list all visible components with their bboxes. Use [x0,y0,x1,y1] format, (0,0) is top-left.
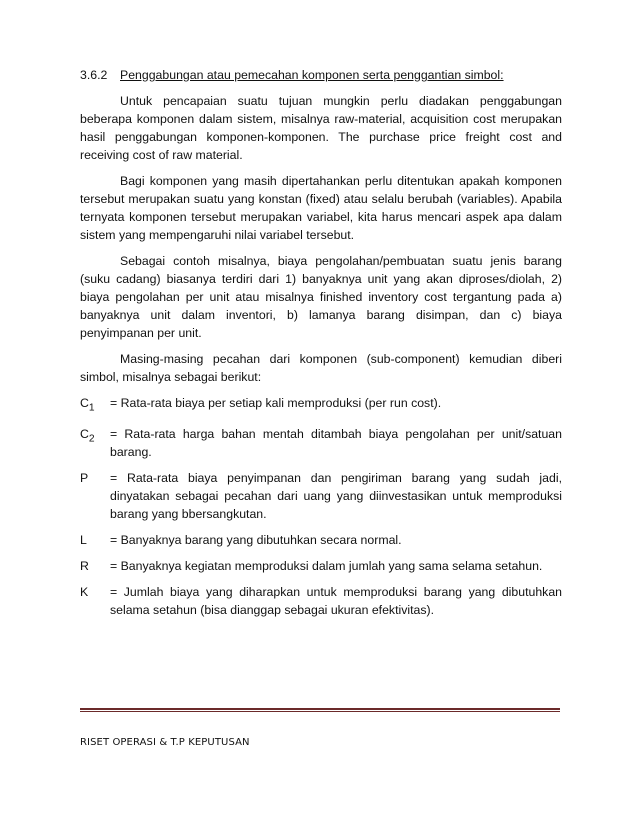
definition-row [80,583,562,619]
definition-text: = Banyaknya barang yang dibutuhkan secara normal. [110,533,402,548]
definition-row [80,394,562,417]
definition-text: = Rata-rata harga bahan mentah ditambah biaya pengolahan per unit/satuan barang. [110,427,562,460]
definition-symbol: $C_1$ [80,396,95,414]
definition-row [80,425,562,461]
paragraph: Bagi komponen yang masih dipertahankan perlu ditentukan apakah komponen tersebut merupakan suatu yang konstan (fixed) atau selalu berubah (variables). Apabila ternyata komponen tersebut merupakan variabel, kita harus mencari aspek apa dalam sistem yang mempengaruhi nilai variabel tersebut. [80,174,562,242]
definition-row [80,469,562,523]
paragraph: Masing-masing pecahan dari komponen (sub-component) kemudian diberi simbol, misalnya sebagai berikut: [80,352,562,384]
document-body [80,66,562,627]
footer-divider-thin [80,711,560,712]
definition-symbol: K [80,585,89,600]
footer-divider [80,708,560,710]
definition-symbol: $C_2$ [80,427,95,445]
definition-text: = Banyaknya kegiatan memproduksi dalam jumlah yang sama selama setahun. [110,559,543,574]
definition-symbol: L [80,533,87,548]
symbol-definition-list [80,394,562,619]
definition-row [80,531,562,549]
paragraph: Sebagai contoh misalnya, biaya pengolahan/pembuatan suatu jenis barang (suku cadang) biasanya terdiri dari 1) banyaknya unit yang akan diproses/diolah, 2) biaya pengolahan per unit atau misalnya finished inventory cost tergantung pada a) banyaknya unit dalam inventori, b) lamanya barang disimpan, dan c) biaya penyimpanan per unit. [80,254,562,340]
definition-text: = Rata-rata biaya penyimpanan dan pengiriman barang yang sudah jadi, dinyatakan sebagai pecahan dari uang yang diinvestasikan untuk memproduksi barang yang bbersangkutan. [110,471,562,522]
paragraph: Untuk pencapaian suatu tujuan mungkin perlu diadakan penggabungan beberapa komponen dalam sistem, misalnya raw-material, acquisition cost merupakan hasil penggabungan komponen-komponen. The purchase price freight cost and receiving cost of raw material. [80,94,562,162]
definition-row [80,557,562,575]
section-number: 3.6.2 [80,68,108,82]
definition-symbol: P [80,471,89,486]
footer-text: RISET OPERASI & T.P KEPUTUSAN [80,737,250,748]
section-heading [80,66,562,84]
definition-text: = Rata-rata biaya per setiap kali memproduksi (per run cost). [110,396,442,410]
section-title: Penggabungan atau pemecahan komponen serta penggantian simbol: [120,68,504,82]
definition-symbol: R [80,559,89,574]
definition-text: = Jumlah biaya yang diharapkan untuk memproduksi barang yang dibutuhkan selama setahun (bisa dianggap sebagai ukuran efektivitas). [110,585,562,618]
